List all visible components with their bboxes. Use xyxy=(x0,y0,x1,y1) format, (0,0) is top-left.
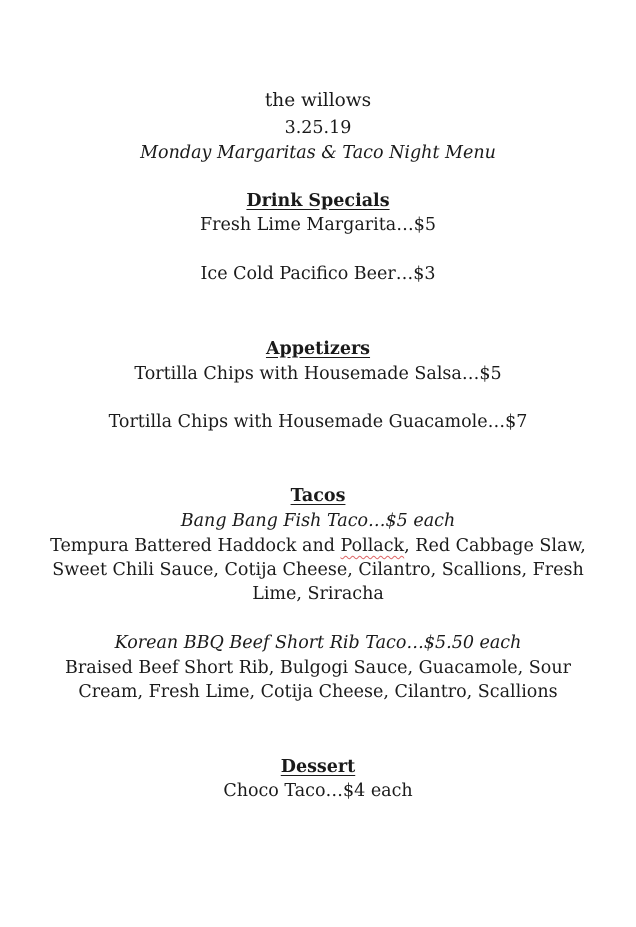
taco-description-line: Cream, Fresh Lime, Cotija Cheese, Cilantro, Scallions xyxy=(78,682,558,702)
drinks-heading: Drink Specials xyxy=(246,191,390,211)
dessert-item: Choco Taco…$4 each xyxy=(223,781,413,801)
taco-description-line: Braised Beef Short Rib, Bulgogi Sauce, Guacamole, Sour xyxy=(65,658,571,678)
tacos-heading: Tacos xyxy=(290,486,346,506)
appetizers-heading: Appetizers xyxy=(265,339,371,359)
appetizer-item: Tortilla Chips with Housemade Salsa…$5 xyxy=(134,364,502,384)
taco-description-line: Tempura Battered Haddock and Pollack, Red Cabbage Slaw, xyxy=(50,536,586,556)
appetizer-item: Tortilla Chips with Housemade Guacamole…$7 xyxy=(108,412,528,432)
taco-name: Bang Bang Fish Taco…$5 each xyxy=(180,511,456,531)
taco-name: Korean BBQ Beef Short Rib Taco…$5.50 each xyxy=(114,633,522,653)
restaurant-name: the willows xyxy=(264,90,372,111)
spellcheck-word: Pollack xyxy=(340,536,405,556)
menu-date: 3.25.19 xyxy=(284,118,352,138)
taco-description-line: Lime, Sriracha xyxy=(252,584,384,604)
drink-item: Ice Cold Pacifico Beer…$3 xyxy=(200,264,436,284)
taco-description-line: Sweet Chili Sauce, Cotija Cheese, Cilantro, Scallions, Fresh xyxy=(52,560,584,580)
drink-item: Fresh Lime Margarita…$5 xyxy=(200,215,436,235)
dessert-heading: Dessert xyxy=(280,757,356,777)
menu-subtitle: Monday Margaritas & Taco Night Menu xyxy=(140,143,496,163)
